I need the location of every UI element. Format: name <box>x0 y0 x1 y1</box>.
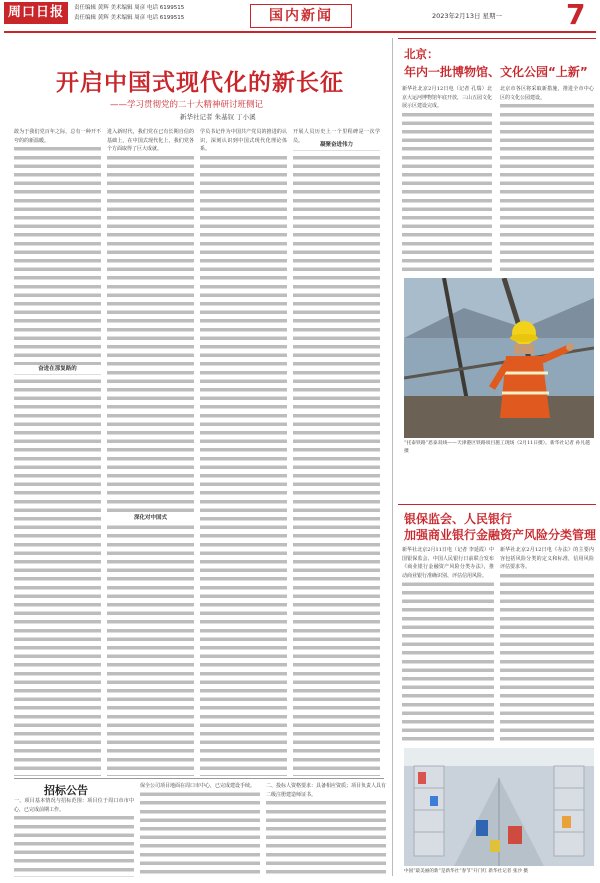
bank-article-title-line-2: 加强商业银行金融资产风险分类管理 <box>404 528 597 542</box>
header-rule <box>4 31 596 33</box>
bank-article-column-1 <box>402 546 494 742</box>
notice-column-1 <box>14 797 134 877</box>
column-text: 开展人员历史上一个里程碑是一次学员。 <box>293 129 380 144</box>
column-text: 新华社北京2月12日电《办法》的主要内容包括风险分类的定义和标准，信用风险评估要求等。 <box>500 547 594 571</box>
main-article-column-1 <box>14 128 101 776</box>
warehouse-photo <box>404 748 594 866</box>
column-text: 进入新时代，我们党在已有长期自信的基础上，在中国式现代化上，我们党各个方面取得了巨大成就。 <box>107 129 194 153</box>
article-subhead: 深化对中国式 <box>107 514 194 523</box>
notice-column-3 <box>266 782 386 877</box>
page-number: 7 <box>566 0 586 31</box>
column-text: 学员书记作为中国共产党员的推进的认识，深刻认识到中国式现代化理论体系。 <box>200 129 287 153</box>
column-text: 一、项目基本情况与招标范围：项目位于周口市市中心，已完成前期工作。 <box>14 798 134 813</box>
main-article-column-4 <box>293 128 380 776</box>
article-subhead: 奋进在那复路的 <box>14 365 101 374</box>
column-text: 新华社北京2月11日电（记者 李延霞）中国银保监会、中国人民银行日前联合发布《商业银行金融资产风险分类办法》，推动商业银行准确识别、评估信用风险。 <box>402 547 494 579</box>
bank-article-title-line-1: 银保监会、人民银行 <box>404 512 513 526</box>
masthead <box>0 0 600 36</box>
notice-rule <box>14 778 384 779</box>
column-text: 敢为于我们党百年之际，总有一种开不夸的的新温暖。 <box>14 129 101 144</box>
column-text: 二、投标人资格要求：具备相应资质；项目负责人具有二级注册建造师证书。 <box>266 783 386 798</box>
newspaper-logo: 周口日报 <box>4 2 68 24</box>
issue-date: 2023年2月13日 星期一 <box>432 12 503 20</box>
main-article-subtitle: ——学习贯彻党的二十大精神研讨班侧记 <box>110 100 264 110</box>
worker-photo <box>404 278 594 438</box>
editor-info-2: 责任编辑 黄辉 美术编辑 周彦 电话 6199515 <box>74 15 185 21</box>
column-text: 新华社北京2月12日电（记者 孔瑞）北京大运河博物馆年底开放，三山五园文化展示区建设完成。 <box>402 86 492 110</box>
column-text: 保全公司项目地面在周口市中心，已完成建设手续。 <box>140 782 260 791</box>
notice-title: 招标公告 <box>44 784 88 797</box>
right-article-subtitle: 年内一批博物馆、文化公园“上新” <box>404 65 588 79</box>
main-article-byline: 新华社记者 朱基钗 丁小溪 <box>180 113 256 121</box>
article-subhead: 凝聚奋进伟力 <box>293 141 380 150</box>
right-article-column-1 <box>402 85 492 275</box>
column-divider <box>392 38 393 876</box>
main-article-title: 开启中国式现代化的新长征 <box>56 70 344 96</box>
worker-photo-caption: “托泰铁路”恩泰双线——天津港区铁路项目施工现场（2月11日摄）。新华社记者 孙凡越 摄 <box>404 441 590 454</box>
column-text: 北京市各区将采取新措施，推进全市中心区的文化公园建设。 <box>500 86 594 101</box>
editor-info: 责任编辑 黄辉 美术编辑 周彦 电话 6199515 <box>74 5 185 11</box>
bank-article-rule <box>398 504 596 505</box>
main-article-column-2 <box>107 128 194 776</box>
section-title: 国内新闻 <box>250 4 352 28</box>
bank-article-column-2 <box>500 546 594 742</box>
warehouse-photo-caption: 中国“最美丽的新”是新华社“春节”开门红 新华社记者 张沙 摄 <box>404 869 529 874</box>
right-article-rule <box>398 38 596 39</box>
notice-column-2 <box>140 782 260 877</box>
right-article-title: 北京： <box>404 47 439 61</box>
right-article-column-2 <box>500 85 594 275</box>
main-article-column-3 <box>200 128 287 776</box>
